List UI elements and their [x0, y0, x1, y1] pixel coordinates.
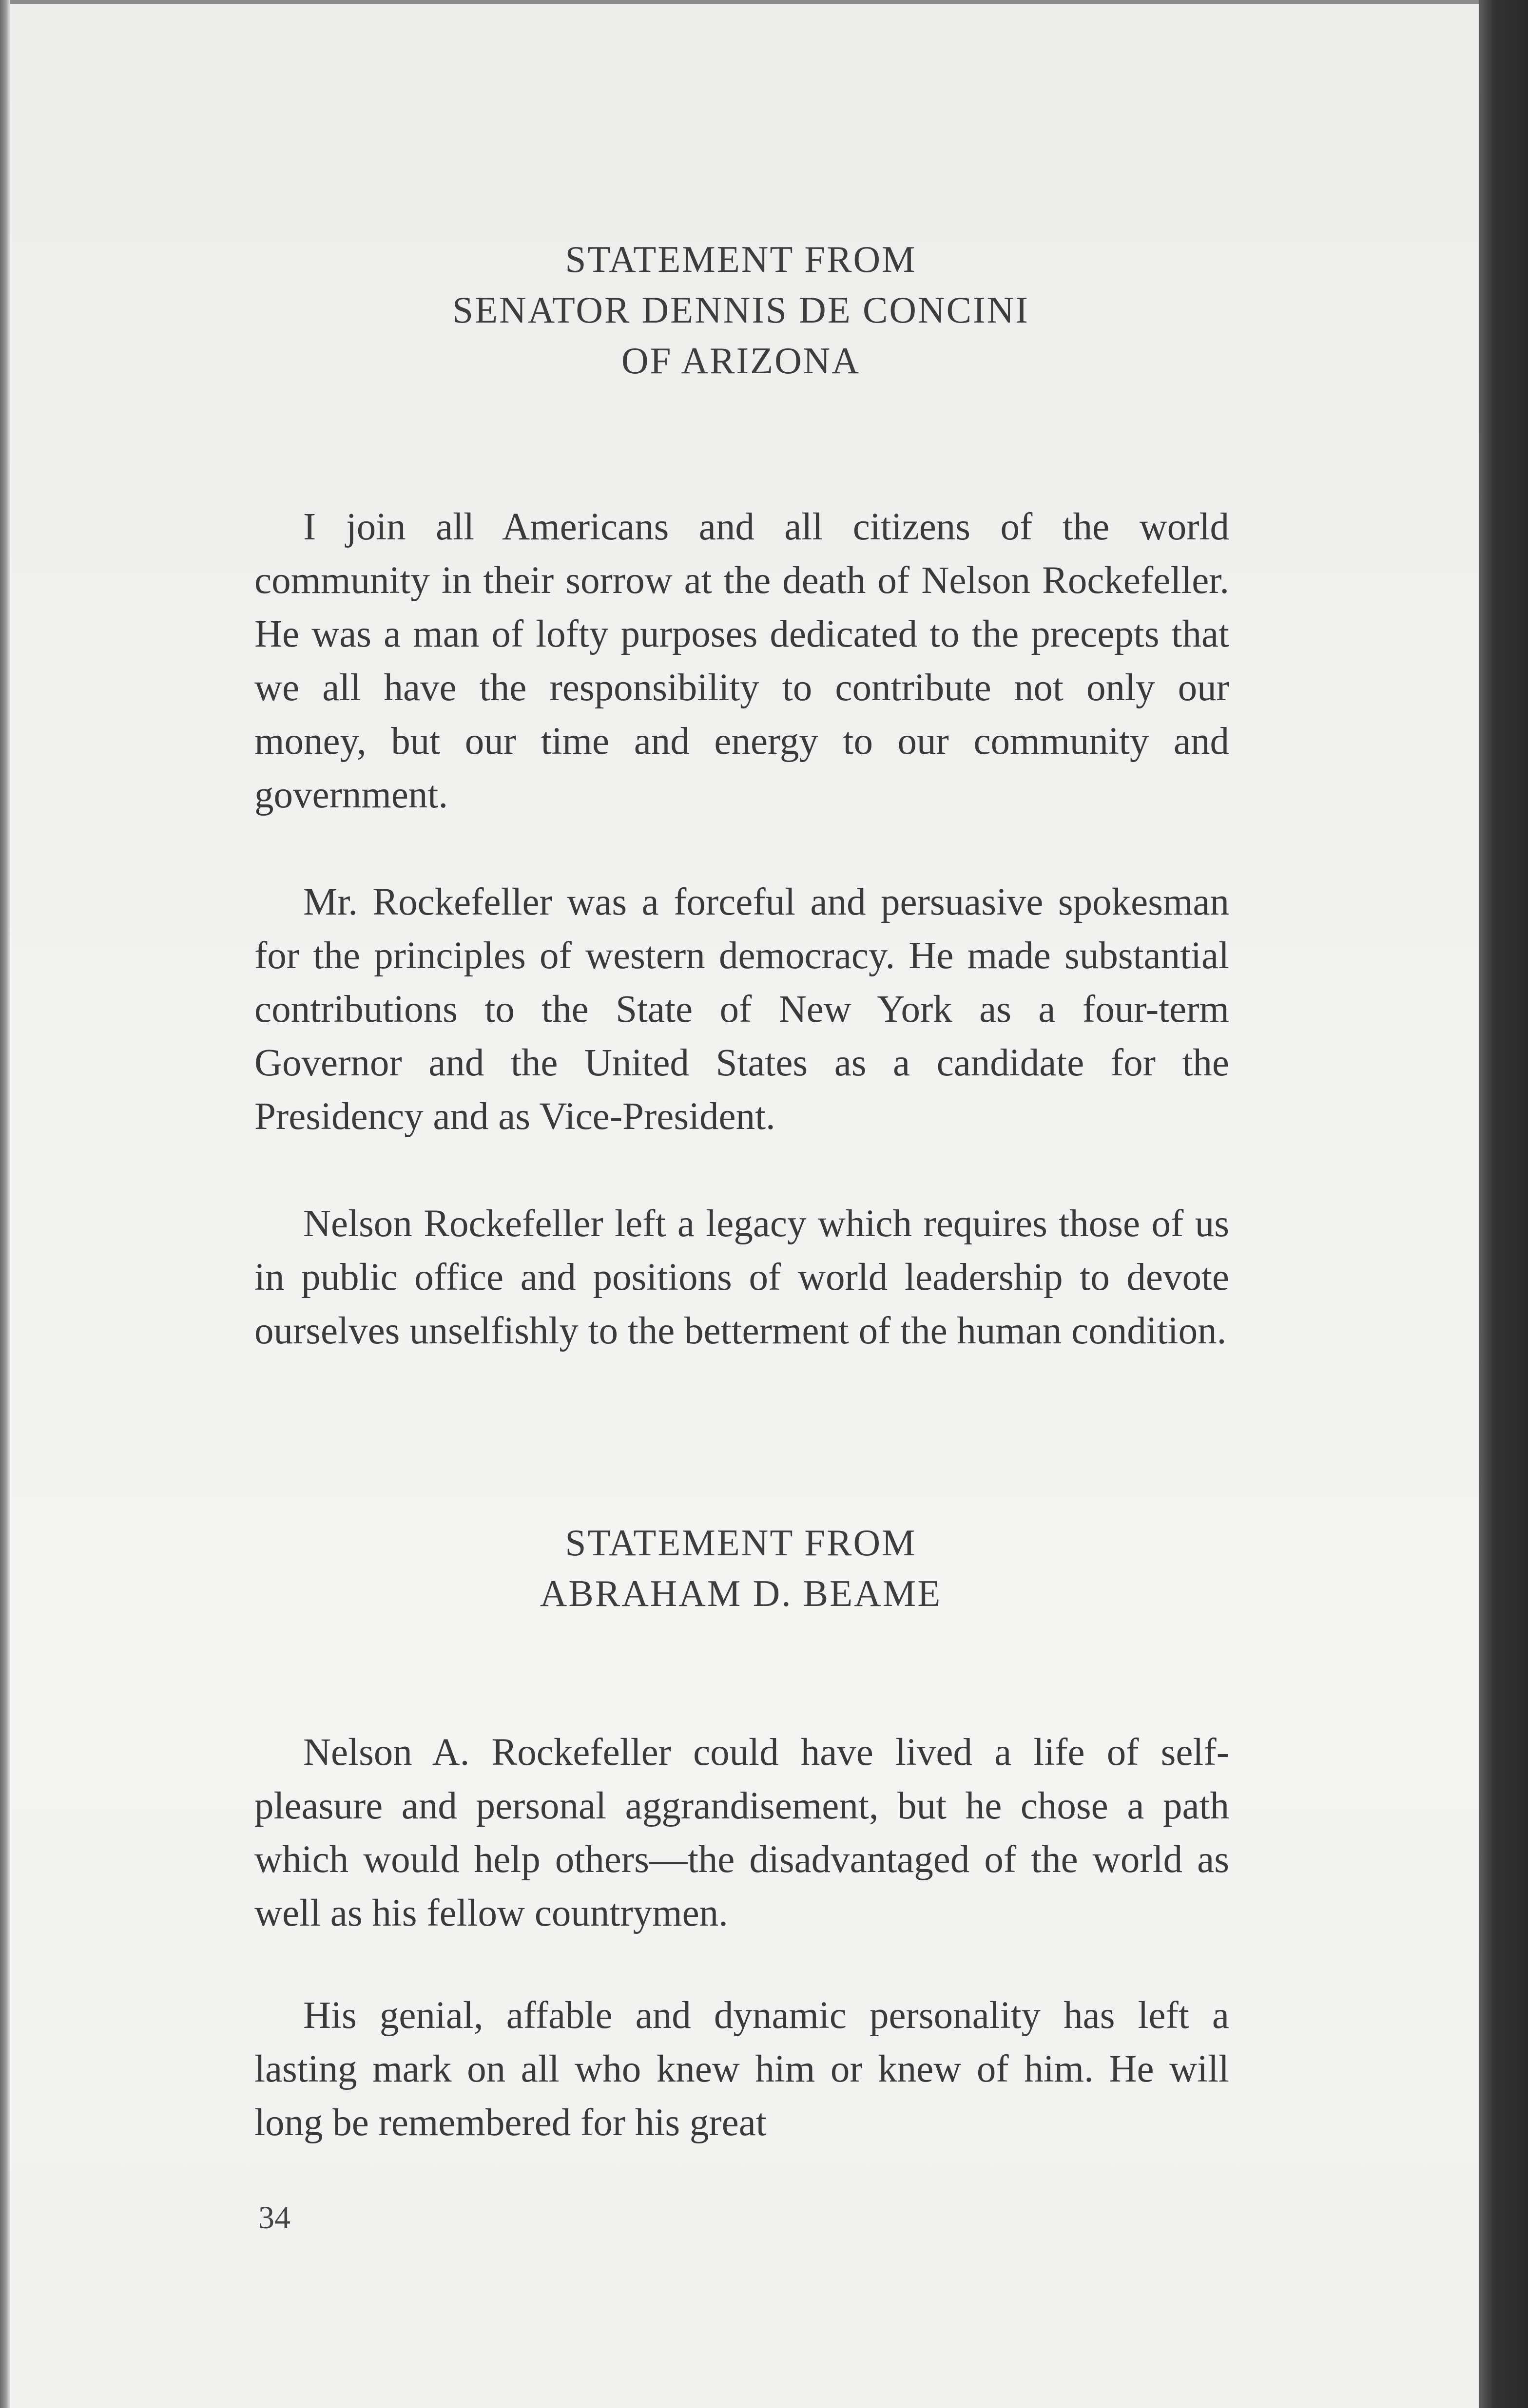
heading-line: STATEMENT FROM [565, 238, 917, 280]
beame-paragraph-1: Nelson A. Rockefeller could have lived a life of self-pleasure and personal aggrandisement, but he chose a path which would help others—the disadvantaged of the world as well as his fellow countrymen. [254, 1731, 1229, 1934]
scan-edge-top [10, 0, 1479, 4]
scan-edge-right [1479, 0, 1528, 2408]
statement-heading-de-concini [195, 234, 1287, 386]
heading-line: ABRAHAM D. BEAME [540, 1572, 942, 1614]
beame-paragraph-2: His genial, affable and dynamic personality has left a lasting mark on all who knew him or knew of him. He will long be remembered for his great [254, 1994, 1229, 2144]
de-concini-paragraph-3: Nelson Rockefeller left a legacy which requires those of us in public office and positions of world leadership to devote ourselves unselfishly to the betterment of the human condition. [254, 1203, 1229, 1352]
scan-edge-left [0, 0, 10, 2408]
heading-line: SENATOR DENNIS DE CONCINI [452, 289, 1029, 331]
heading-line: STATEMENT FROM [565, 1522, 917, 1564]
statement-heading-beame [195, 1517, 1287, 1619]
page-number: 34 [258, 2200, 290, 2236]
heading-line: OF ARIZONA [621, 340, 860, 382]
de-concini-paragraph-2: Mr. Rockefeller was a forceful and persuasive spokesman for the principles of western democracy. He made substantial contributions to the State of New York as a four-term Governor and the United States as a candidate for the Presidency and as Vice-President. [254, 881, 1229, 1138]
de-concini-paragraph-1: I join all Americans and all citizens of the world community in their sorrow at the death of Nelson Rockefeller. He was a man of lofty purposes dedicated to the precepts that we all have the responsibility to contribute not only our money, but our time and energy to our community and government. [254, 506, 1229, 816]
